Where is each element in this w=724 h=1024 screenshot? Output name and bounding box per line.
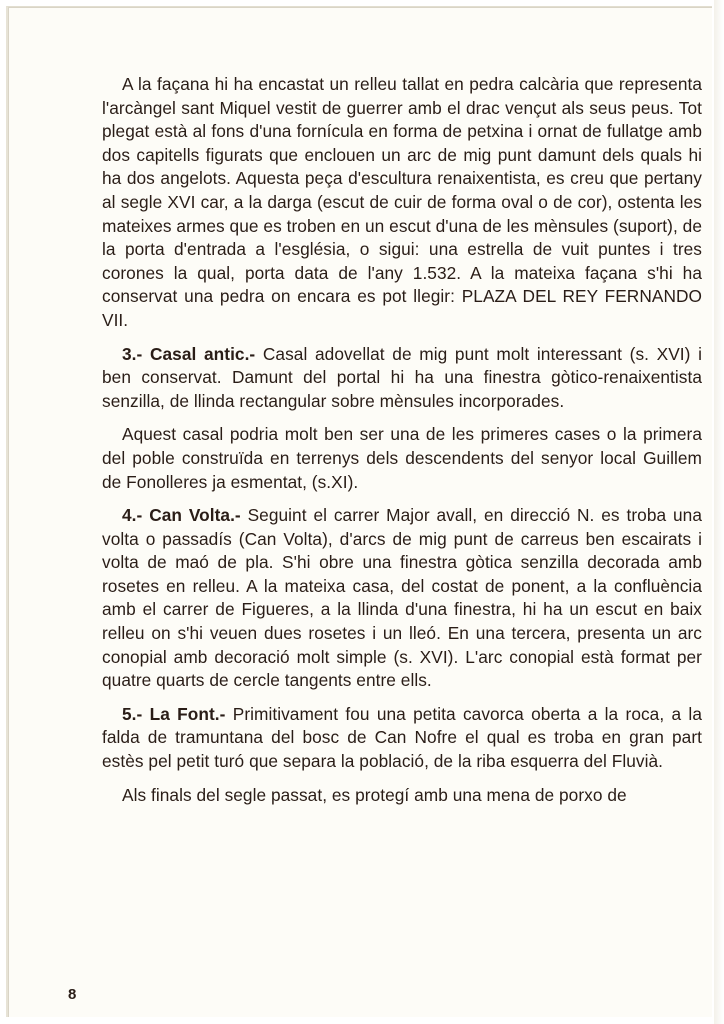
paragraph-text: A la façana hi ha encastat un relleu tallat en pedra calcària que representa l'arcàngel sant Miquel vestit de guerrer amb el drac vençut als seus peus. Tot plegat està al fons d'una fornícula en forma de petxina i ornat de fullatge amb dos capitells figurats que enclouen un arc de mig punt damunt dels quals hi ha dos angelots. Aquesta peça d'escultura renaixentista, es creu que pertany al segle XVI car, a la darga (escut de cuir de forma oval o de cor), ostenta les mateixes armes que es troben en un escut d'una de les mènsules (suport), de la porta d'entrada a l'església, o sigui: una estrella de vuit puntes i tres corones la qual, porta data de l'any 1.532. A la mateixa façana s'hi ha conservat una pedra on encara es pot llegir: PLAZA DEL REY FERNANDO VII.: [102, 74, 702, 330]
paragraph-text: Primitivament fou una petita cavorca oberta a la roca, a la falda de tramuntana del bosc de Can Nofre el qual es troba en gran part estès pel petit turó que separa la població, de la riba esquerra del Fluvià.: [102, 703, 702, 772]
section-heading-can-volta: 4.- Can Volta.-: [122, 505, 241, 526]
paragraph-la-font: [102, 703, 702, 774]
section-heading-casal-antic: 3.- Casal antic.-: [122, 343, 256, 364]
paragraph-casal-antic: [102, 343, 702, 414]
paragraph-text: Seguint el carrer Major avall, en direcció N. es troba una volta o passadís (Can Volta), d'arcs de mig punt de carreus ben escairats i volta de maó de pla. S'hi obre una finestra gòtica senzilla decorada amb rosetes en relleu. A la mateixa casa, del costat de ponent, a la confluència amb el carrer de Figueres, a la llinda d'una finestra, hi ha un escut en baix relleu on s'hi veuen dues rosetes i un lleó. En una tercera, presenta un arc conopial amb decoració molt simple (s. XVI). L'arc conopial està format per quatre quarts de cercle tangents entre ells.: [102, 505, 702, 691]
paragraph-can-volta: [102, 504, 702, 693]
book-page: [6, 6, 712, 1017]
paragraph-facade-relief: [102, 73, 702, 333]
page-number: 8: [68, 986, 77, 1003]
section-heading-la-font: 5.- La Font.-: [122, 703, 226, 724]
paragraph-casal-origin: [102, 423, 702, 494]
paragraph-text: Als finals del segle passat, es protegí amb una mena de porxo de: [122, 784, 627, 805]
paragraph-text: Aquest casal podria molt ben ser una de les primeres cases o la primera del poble construïda en terrenys dels descendents del senyor local Guillem de Fonolleres ja esmentat, (s.XI).: [102, 424, 702, 492]
paragraph-text: Casal adovellat de mig punt molt interessant (s. XVI) i ben conservat. Damunt del portal hi ha una finestra gòtico-renaixentista senzilla, de llinda rectangular sobre mènsules incorporades.: [102, 343, 703, 411]
page-edge: [714, 0, 724, 1024]
paragraph-finals-segle: [102, 784, 702, 808]
body-text: [102, 73, 702, 807]
